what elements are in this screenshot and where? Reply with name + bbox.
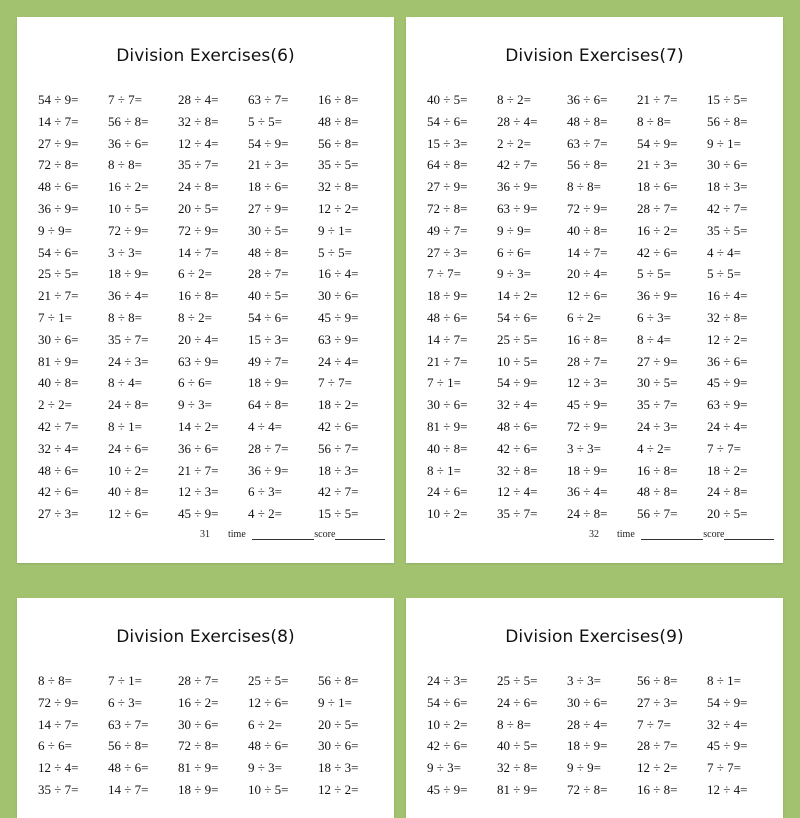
division-problem: 40 ÷ 8= xyxy=(427,440,468,456)
division-problem: 12 ÷ 6= xyxy=(248,694,289,710)
score-label: score xyxy=(703,529,725,540)
division-problem: 6 ÷ 3= xyxy=(248,484,282,500)
division-problem: 7 ÷ 1= xyxy=(108,673,142,688)
division-problem: 81 ÷ 9= xyxy=(427,418,468,434)
division-problem: 28 ÷ 4= xyxy=(178,92,219,107)
division-problem: 8 ÷ 2= xyxy=(178,309,212,325)
division-problem: 30 ÷ 6= xyxy=(427,397,468,413)
division-problem: 64 ÷ 8= xyxy=(427,157,468,173)
division-problem: 54 ÷ 6= xyxy=(497,309,538,325)
division-problem: 7 ÷ 7= xyxy=(707,760,741,776)
division-problem: 9 ÷ 9= xyxy=(567,760,601,776)
division-problem: 4 ÷ 2= xyxy=(637,440,671,456)
division-problem: 10 ÷ 5= xyxy=(497,353,538,369)
division-problem: 12 ÷ 2= xyxy=(637,760,678,776)
division-problem: 42 ÷ 7= xyxy=(707,200,748,216)
division-problem: 30 ÷ 6= xyxy=(318,738,359,754)
division-problem: 32 ÷ 8= xyxy=(497,462,538,478)
division-problem: 14 ÷ 7= xyxy=(567,244,608,260)
division-problem: 6 ÷ 3= xyxy=(637,309,671,325)
division-problem: 6 ÷ 2= xyxy=(178,266,212,282)
page-number: 31 xyxy=(200,529,210,540)
division-problem: 32 ÷ 8= xyxy=(497,760,538,776)
division-problem: 56 ÷ 8= xyxy=(108,113,149,129)
division-problem: 27 ÷ 9= xyxy=(38,135,79,151)
division-problem: 12 ÷ 4= xyxy=(178,135,219,151)
division-problem: 30 ÷ 6= xyxy=(318,288,359,304)
division-problem: 12 ÷ 6= xyxy=(567,288,608,304)
division-problem: 9 ÷ 9= xyxy=(38,222,72,238)
division-problem: 63 ÷ 9= xyxy=(707,397,748,413)
division-problem: 81 ÷ 9= xyxy=(497,781,538,797)
division-problem: 12 ÷ 4= xyxy=(497,484,538,500)
division-problem: 20 ÷ 5= xyxy=(178,200,219,216)
division-problem: 7 ÷ 7= xyxy=(637,716,671,732)
page-title: Division Exercises(8) xyxy=(116,627,295,647)
division-problem: 16 ÷ 4= xyxy=(707,288,748,304)
division-problem: 27 ÷ 9= xyxy=(637,353,678,369)
division-problem: 14 ÷ 7= xyxy=(427,331,468,347)
division-problem: 18 ÷ 9= xyxy=(248,375,289,391)
division-problem: 8 ÷ 1= xyxy=(707,673,741,688)
division-problem: 24 ÷ 8= xyxy=(178,179,219,195)
division-problem: 42 ÷ 6= xyxy=(497,440,538,456)
division-problem: 9 ÷ 3= xyxy=(178,397,212,413)
worksheet-page-6 xyxy=(17,17,394,563)
division-problem: 18 ÷ 9= xyxy=(427,288,468,304)
division-problem: 6 ÷ 6= xyxy=(38,738,72,754)
division-problem: 10 ÷ 2= xyxy=(427,716,468,732)
division-problem: 7 ÷ 7= xyxy=(427,266,461,282)
division-problem: 7 ÷ 7= xyxy=(108,92,142,107)
division-problem: 45 ÷ 9= xyxy=(707,375,748,391)
division-problem: 21 ÷ 7= xyxy=(427,353,468,369)
page-title: Division Exercises(9) xyxy=(505,627,684,647)
division-problem: 10 ÷ 5= xyxy=(248,781,289,797)
division-problem: 4 ÷ 4= xyxy=(707,244,741,260)
division-problem: 7 ÷ 7= xyxy=(707,440,741,456)
division-problem: 24 ÷ 8= xyxy=(108,397,149,413)
division-problem: 3 ÷ 3= xyxy=(567,673,601,688)
division-problem: 3 ÷ 3= xyxy=(108,244,142,260)
division-problem: 27 ÷ 9= xyxy=(427,179,468,195)
division-problem: 18 ÷ 6= xyxy=(248,179,289,195)
division-problem: 48 ÷ 6= xyxy=(108,760,149,776)
division-problem: 28 ÷ 7= xyxy=(178,673,219,688)
division-problem: 24 ÷ 6= xyxy=(427,484,468,500)
division-problem: 14 ÷ 7= xyxy=(38,716,79,732)
division-problem: 21 ÷ 3= xyxy=(248,157,289,173)
time-blank xyxy=(252,530,314,540)
division-problem: 24 ÷ 4= xyxy=(707,418,748,434)
problem-grid xyxy=(427,89,777,525)
division-problem: 18 ÷ 2= xyxy=(318,397,359,413)
division-problem: 49 ÷ 7= xyxy=(427,222,468,238)
division-problem: 42 ÷ 7= xyxy=(497,157,538,173)
division-problem: 8 ÷ 8= xyxy=(108,309,142,325)
division-problem: 81 ÷ 9= xyxy=(38,353,79,369)
division-problem: 20 ÷ 4= xyxy=(178,331,219,347)
division-problem: 54 ÷ 6= xyxy=(248,309,289,325)
division-problem: 21 ÷ 3= xyxy=(637,157,678,173)
division-problem: 24 ÷ 8= xyxy=(707,484,748,500)
division-problem: 24 ÷ 3= xyxy=(108,353,149,369)
division-problem: 72 ÷ 8= xyxy=(427,200,468,216)
division-problem: 9 ÷ 3= xyxy=(427,760,461,776)
division-problem: 24 ÷ 3= xyxy=(637,418,678,434)
division-problem: 36 ÷ 6= xyxy=(707,353,748,369)
division-problem: 16 ÷ 8= xyxy=(318,92,359,107)
division-problem: 25 ÷ 5= xyxy=(38,266,79,282)
division-problem: 45 ÷ 9= xyxy=(707,738,748,754)
division-problem: 27 ÷ 9= xyxy=(248,200,289,216)
division-problem: 9 ÷ 1= xyxy=(318,222,352,238)
division-problem: 3 ÷ 3= xyxy=(567,440,601,456)
division-problem: 30 ÷ 6= xyxy=(707,157,748,173)
division-problem: 54 ÷ 9= xyxy=(637,135,678,151)
division-problem: 18 ÷ 2= xyxy=(707,462,748,478)
division-problem: 12 ÷ 2= xyxy=(707,331,748,347)
division-problem: 8 ÷ 4= xyxy=(108,375,142,391)
division-problem: 56 ÷ 8= xyxy=(567,157,608,173)
division-problem: 20 ÷ 4= xyxy=(567,266,608,282)
division-problem: 63 ÷ 7= xyxy=(567,135,608,151)
division-problem: 27 ÷ 3= xyxy=(38,506,79,522)
division-problem: 4 ÷ 2= xyxy=(248,506,282,522)
division-problem: 36 ÷ 9= xyxy=(497,179,538,195)
division-problem: 12 ÷ 3= xyxy=(178,484,219,500)
problem-grid xyxy=(427,670,777,801)
division-problem: 36 ÷ 4= xyxy=(108,288,149,304)
division-problem: 5 ÷ 5= xyxy=(637,266,671,282)
division-problem: 48 ÷ 6= xyxy=(38,462,79,478)
division-problem: 56 ÷ 8= xyxy=(108,738,149,754)
division-problem: 6 ÷ 6= xyxy=(497,244,531,260)
division-problem: 30 ÷ 6= xyxy=(567,694,608,710)
division-problem: 32 ÷ 8= xyxy=(178,113,219,129)
division-problem: 42 ÷ 6= xyxy=(427,738,468,754)
division-problem: 14 ÷ 7= xyxy=(178,244,219,260)
division-problem: 8 ÷ 8= xyxy=(38,673,72,688)
problem-grid xyxy=(38,670,388,801)
division-problem: 42 ÷ 6= xyxy=(318,418,359,434)
division-problem: 54 ÷ 9= xyxy=(38,92,79,107)
division-problem: 64 ÷ 8= xyxy=(248,397,289,413)
division-problem: 36 ÷ 9= xyxy=(38,200,79,216)
division-problem: 18 ÷ 9= xyxy=(567,462,608,478)
division-problem: 32 ÷ 8= xyxy=(318,179,359,195)
division-problem: 32 ÷ 8= xyxy=(707,309,748,325)
division-problem: 20 ÷ 5= xyxy=(318,716,359,732)
division-problem: 18 ÷ 3= xyxy=(707,179,748,195)
division-problem: 48 ÷ 8= xyxy=(637,484,678,500)
division-problem: 6 ÷ 3= xyxy=(108,694,142,710)
division-problem: 72 ÷ 9= xyxy=(178,222,219,238)
worksheet-page-7 xyxy=(406,17,783,563)
division-problem: 72 ÷ 8= xyxy=(178,738,219,754)
division-problem: 16 ÷ 2= xyxy=(108,179,149,195)
division-problem: 9 ÷ 9= xyxy=(497,222,531,238)
division-problem: 18 ÷ 9= xyxy=(567,738,608,754)
division-problem: 32 ÷ 4= xyxy=(497,397,538,413)
time-label: time xyxy=(228,529,246,540)
division-problem: 45 ÷ 9= xyxy=(427,781,468,797)
division-problem: 9 ÷ 3= xyxy=(497,266,531,282)
worksheet-page-8 xyxy=(17,598,394,818)
division-problem: 30 ÷ 5= xyxy=(637,375,678,391)
division-problem: 18 ÷ 3= xyxy=(318,760,359,776)
division-problem: 72 ÷ 9= xyxy=(38,694,79,710)
division-problem: 16 ÷ 2= xyxy=(178,694,219,710)
page-title: Division Exercises(7) xyxy=(505,46,684,66)
division-problem: 42 ÷ 7= xyxy=(38,418,79,434)
division-problem: 40 ÷ 8= xyxy=(38,375,79,391)
division-problem: 48 ÷ 8= xyxy=(248,244,289,260)
division-problem: 8 ÷ 1= xyxy=(108,418,142,434)
page-number: 32 xyxy=(589,529,599,540)
division-problem: 5 ÷ 5= xyxy=(707,266,741,282)
division-problem: 35 ÷ 7= xyxy=(637,397,678,413)
division-problem: 8 ÷ 8= xyxy=(497,716,531,732)
division-problem: 10 ÷ 2= xyxy=(108,462,149,478)
division-problem: 42 ÷ 7= xyxy=(318,484,359,500)
division-problem: 54 ÷ 9= xyxy=(497,375,538,391)
division-problem: 18 ÷ 3= xyxy=(318,462,359,478)
division-problem: 16 ÷ 8= xyxy=(637,781,678,797)
time-label: time xyxy=(617,529,635,540)
division-problem: 72 ÷ 8= xyxy=(38,157,79,173)
division-problem: 40 ÷ 5= xyxy=(427,92,468,107)
division-problem: 16 ÷ 8= xyxy=(637,462,678,478)
division-problem: 28 ÷ 4= xyxy=(497,113,538,129)
division-problem: 48 ÷ 6= xyxy=(38,179,79,195)
division-problem: 40 ÷ 8= xyxy=(108,484,149,500)
division-problem: 4 ÷ 4= xyxy=(248,418,282,434)
division-problem: 56 ÷ 8= xyxy=(637,673,678,688)
division-problem: 54 ÷ 9= xyxy=(707,694,748,710)
division-problem: 32 ÷ 4= xyxy=(707,716,748,732)
division-problem: 56 ÷ 8= xyxy=(318,673,359,688)
division-problem: 32 ÷ 4= xyxy=(38,440,79,456)
division-problem: 72 ÷ 9= xyxy=(567,418,608,434)
division-problem: 42 ÷ 6= xyxy=(38,484,79,500)
division-problem: 72 ÷ 8= xyxy=(567,781,608,797)
division-problem: 18 ÷ 6= xyxy=(637,179,678,195)
division-problem: 9 ÷ 1= xyxy=(318,694,352,710)
division-problem: 14 ÷ 7= xyxy=(108,781,149,797)
division-problem: 48 ÷ 6= xyxy=(497,418,538,434)
division-problem: 12 ÷ 4= xyxy=(38,760,79,776)
division-problem: 7 ÷ 1= xyxy=(38,309,72,325)
division-problem: 30 ÷ 5= xyxy=(248,222,289,238)
division-problem: 15 ÷ 5= xyxy=(318,506,359,522)
division-problem: 56 ÷ 8= xyxy=(707,113,748,129)
division-problem: 48 ÷ 6= xyxy=(427,309,468,325)
division-problem: 56 ÷ 7= xyxy=(637,506,678,522)
score-blank xyxy=(724,530,774,540)
division-problem: 36 ÷ 6= xyxy=(567,92,608,107)
division-problem: 24 ÷ 8= xyxy=(567,506,608,522)
division-problem: 8 ÷ 1= xyxy=(427,462,461,478)
time-blank xyxy=(641,530,703,540)
division-problem: 8 ÷ 4= xyxy=(637,331,671,347)
division-problem: 8 ÷ 8= xyxy=(567,179,601,195)
division-problem: 25 ÷ 5= xyxy=(497,331,538,347)
division-problem: 30 ÷ 6= xyxy=(38,331,79,347)
division-problem: 21 ÷ 7= xyxy=(38,288,79,304)
division-problem: 54 ÷ 6= xyxy=(427,694,468,710)
division-problem: 42 ÷ 6= xyxy=(637,244,678,260)
division-problem: 40 ÷ 8= xyxy=(567,222,608,238)
division-problem: 72 ÷ 9= xyxy=(108,222,149,238)
division-problem: 7 ÷ 7= xyxy=(318,375,352,391)
division-problem: 12 ÷ 3= xyxy=(567,375,608,391)
division-problem: 21 ÷ 7= xyxy=(178,462,219,478)
division-problem: 48 ÷ 8= xyxy=(567,113,608,129)
division-problem: 28 ÷ 7= xyxy=(248,266,289,282)
division-problem: 14 ÷ 2= xyxy=(497,288,538,304)
division-problem: 16 ÷ 2= xyxy=(637,222,678,238)
division-problem: 8 ÷ 2= xyxy=(497,92,531,107)
division-problem: 35 ÷ 7= xyxy=(178,157,219,173)
division-problem: 28 ÷ 7= xyxy=(637,738,678,754)
division-problem: 45 ÷ 9= xyxy=(567,397,608,413)
division-problem: 35 ÷ 7= xyxy=(497,506,538,522)
division-problem: 7 ÷ 1= xyxy=(427,375,461,391)
division-problem: 12 ÷ 4= xyxy=(707,781,748,797)
division-problem: 36 ÷ 9= xyxy=(248,462,289,478)
score-label: score xyxy=(314,529,336,540)
score-blank xyxy=(335,530,385,540)
division-problem: 48 ÷ 8= xyxy=(318,113,359,129)
division-problem: 63 ÷ 9= xyxy=(497,200,538,216)
division-problem: 28 ÷ 7= xyxy=(637,200,678,216)
division-problem: 72 ÷ 9= xyxy=(567,200,608,216)
division-problem: 28 ÷ 7= xyxy=(248,440,289,456)
division-problem: 8 ÷ 8= xyxy=(637,113,671,129)
division-problem: 54 ÷ 9= xyxy=(248,135,289,151)
division-problem: 8 ÷ 8= xyxy=(108,157,142,173)
division-problem: 81 ÷ 9= xyxy=(178,760,219,776)
division-problem: 15 ÷ 3= xyxy=(248,331,289,347)
division-problem: 54 ÷ 6= xyxy=(38,244,79,260)
division-problem: 24 ÷ 3= xyxy=(427,673,468,688)
division-problem: 45 ÷ 9= xyxy=(318,309,359,325)
division-problem: 27 ÷ 3= xyxy=(427,244,468,260)
division-problem: 25 ÷ 5= xyxy=(248,673,289,688)
division-problem: 35 ÷ 7= xyxy=(108,331,149,347)
division-problem: 40 ÷ 5= xyxy=(248,288,289,304)
division-problem: 6 ÷ 6= xyxy=(178,375,212,391)
division-problem: 14 ÷ 2= xyxy=(178,418,219,434)
division-problem: 30 ÷ 6= xyxy=(178,716,219,732)
division-problem: 6 ÷ 2= xyxy=(567,309,601,325)
division-problem: 45 ÷ 9= xyxy=(178,506,219,522)
division-problem: 10 ÷ 2= xyxy=(427,506,468,522)
division-problem: 14 ÷ 7= xyxy=(38,113,79,129)
division-problem: 28 ÷ 4= xyxy=(567,716,608,732)
division-problem: 18 ÷ 9= xyxy=(108,266,149,282)
division-problem: 49 ÷ 7= xyxy=(248,353,289,369)
division-problem: 25 ÷ 5= xyxy=(497,673,538,688)
division-problem: 16 ÷ 4= xyxy=(318,266,359,282)
division-problem: 16 ÷ 8= xyxy=(178,288,219,304)
problem-grid xyxy=(38,89,388,525)
division-problem: 24 ÷ 4= xyxy=(318,353,359,369)
division-problem: 63 ÷ 9= xyxy=(318,331,359,347)
division-problem: 36 ÷ 6= xyxy=(108,135,149,151)
division-problem: 16 ÷ 8= xyxy=(567,331,608,347)
division-problem: 48 ÷ 6= xyxy=(248,738,289,754)
division-problem: 35 ÷ 5= xyxy=(318,157,359,173)
division-problem: 36 ÷ 4= xyxy=(567,484,608,500)
division-problem: 36 ÷ 6= xyxy=(178,440,219,456)
division-problem: 20 ÷ 5= xyxy=(707,506,748,522)
division-problem: 12 ÷ 2= xyxy=(318,781,359,797)
division-problem: 54 ÷ 6= xyxy=(427,113,468,129)
division-problem: 24 ÷ 6= xyxy=(108,440,149,456)
division-problem: 2 ÷ 2= xyxy=(38,397,72,413)
division-problem: 21 ÷ 7= xyxy=(637,92,678,107)
division-problem: 12 ÷ 2= xyxy=(318,200,359,216)
division-problem: 27 ÷ 3= xyxy=(637,694,678,710)
division-problem: 15 ÷ 5= xyxy=(707,92,748,107)
division-problem: 9 ÷ 3= xyxy=(248,760,282,776)
page-title: Division Exercises(6) xyxy=(116,46,295,66)
division-problem: 6 ÷ 2= xyxy=(248,716,282,732)
division-problem: 56 ÷ 8= xyxy=(318,135,359,151)
division-problem: 18 ÷ 9= xyxy=(178,781,219,797)
division-problem: 2 ÷ 2= xyxy=(497,135,531,151)
division-problem: 15 ÷ 3= xyxy=(427,135,468,151)
division-problem: 40 ÷ 5= xyxy=(497,738,538,754)
division-problem: 35 ÷ 7= xyxy=(38,781,79,797)
division-problem: 63 ÷ 7= xyxy=(108,716,149,732)
division-problem: 12 ÷ 6= xyxy=(108,506,149,522)
division-problem: 56 ÷ 7= xyxy=(318,440,359,456)
division-problem: 63 ÷ 9= xyxy=(178,353,219,369)
division-problem: 35 ÷ 5= xyxy=(707,222,748,238)
worksheet-page-9 xyxy=(406,598,783,818)
division-problem: 36 ÷ 9= xyxy=(637,288,678,304)
division-problem: 9 ÷ 1= xyxy=(707,135,741,151)
division-problem: 5 ÷ 5= xyxy=(248,113,282,129)
division-problem: 10 ÷ 5= xyxy=(108,200,149,216)
division-problem: 5 ÷ 5= xyxy=(318,244,352,260)
division-problem: 24 ÷ 6= xyxy=(497,694,538,710)
division-problem: 63 ÷ 7= xyxy=(248,92,289,107)
division-problem: 28 ÷ 7= xyxy=(567,353,608,369)
